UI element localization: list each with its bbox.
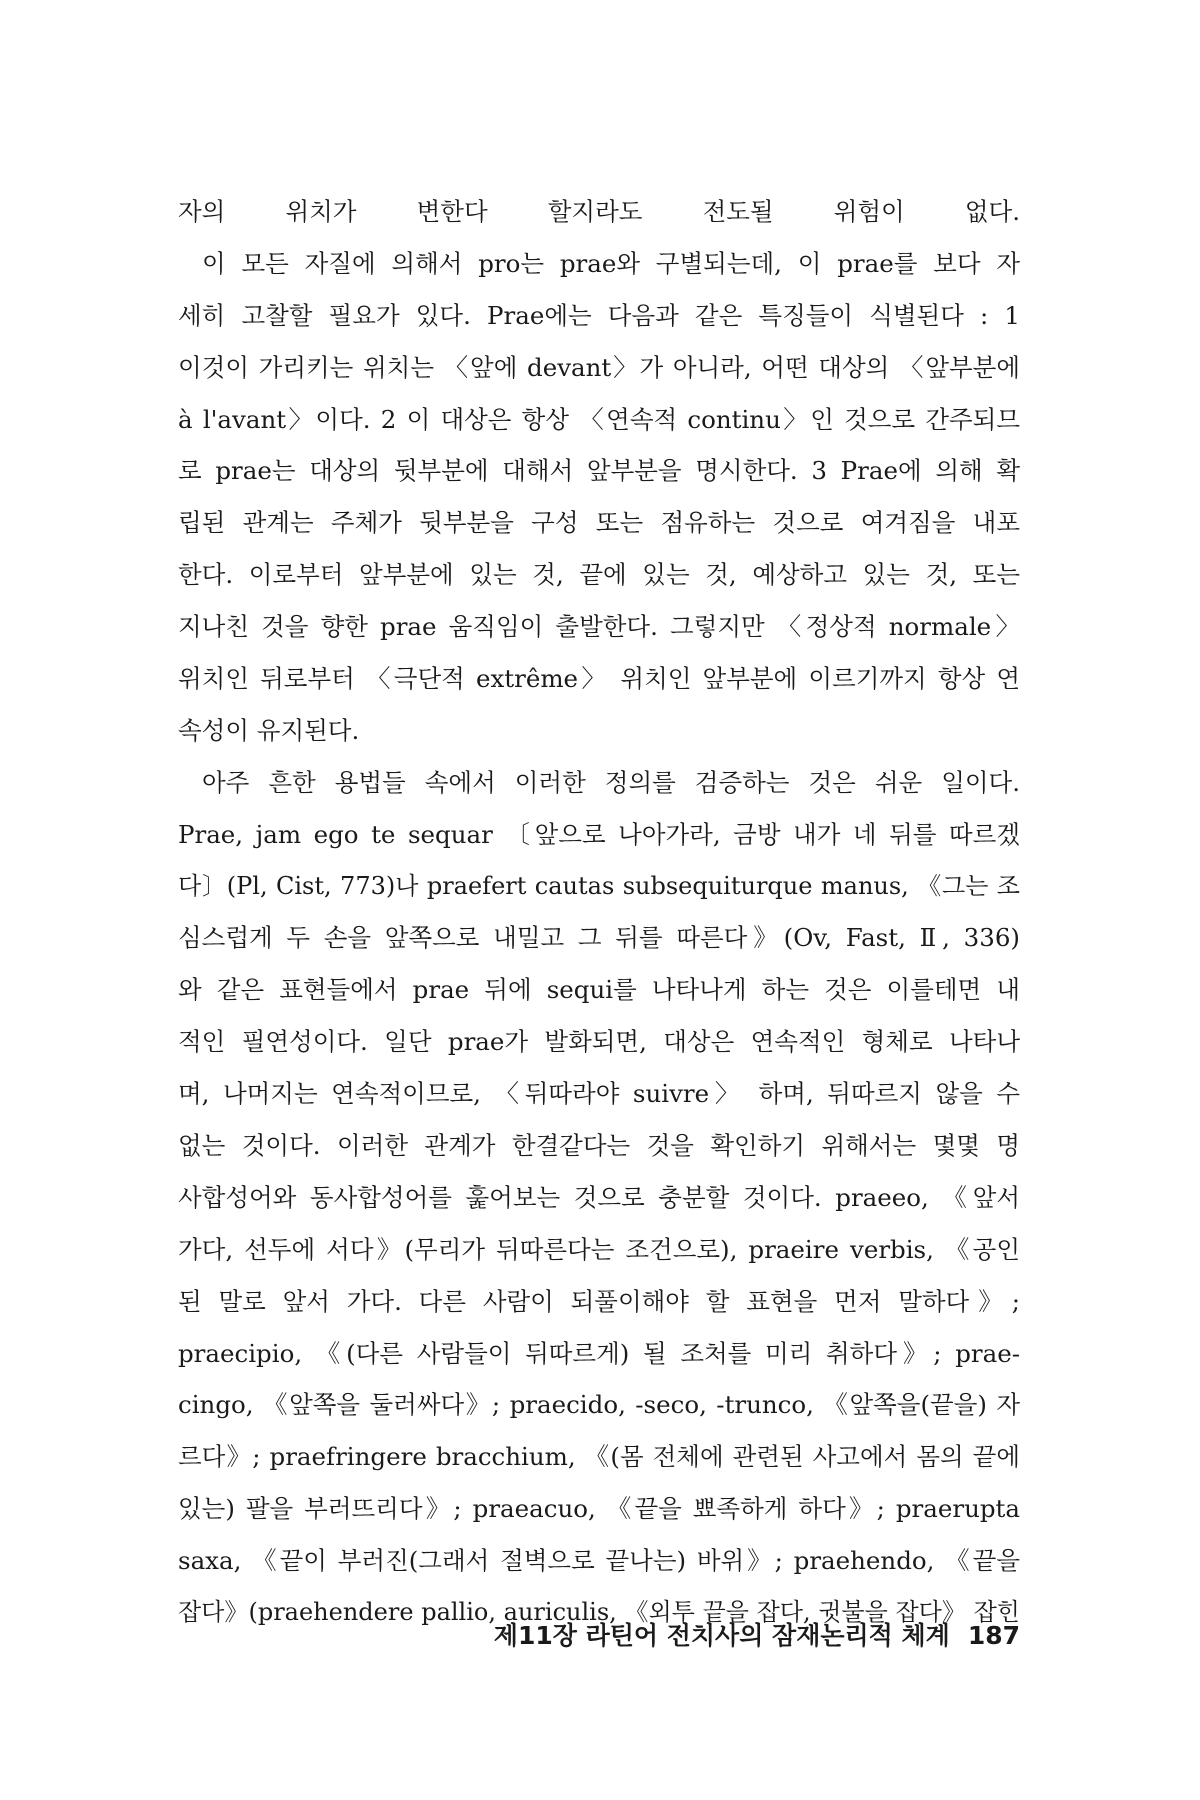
text-line: 와 같은 표현들에서 prae 뒤에 sequi를 나타나게 하는 것은 이를테면 내: [178, 975, 1020, 1005]
text-line: à l'avant〉이다. 2 이 대상은 항상 〈연속적 continu〉인 것으로 간주되므: [178, 404, 1020, 434]
text-line: 속성이 유지된다.: [178, 715, 360, 745]
text-line: 지나친 것을 향한 prae 움직임이 출발한다. 그렇지만 〈정상적 normale〉: [178, 612, 1020, 642]
text-line: 위치인 뒤로부터 〈극단적 extrême〉 위치인 앞부분에 이르기까지 항상 연: [178, 664, 1020, 694]
text-line: 된 말로 앞서 가다. 다른 사람이 되풀이해야 할 표현을 먼저 말하다》;: [178, 1286, 1020, 1316]
text-line: 세히 고찰할 필요가 있다. Prae에는 다음과 같은 특징들이 식별된다 : 1: [178, 300, 1020, 330]
text-line: 한다. 이로부터 앞부분에 있는 것, 끝에 있는 것, 예상하고 있는 것, 또는: [178, 560, 1020, 590]
text-line: 립된 관계는 주체가 뒷부분을 구성 또는 점유하는 것으로 여겨짐을 내포: [178, 508, 1020, 538]
text-line: 다〕(Pl, Cist, 773)나 praefert cautas subsequiturque manus, 《그는 조: [178, 871, 1020, 900]
running-footer: [440, 1616, 1020, 1656]
text-line: 자의 위치가 변한다 할지라도 전도될 위험이 없다.: [178, 197, 1020, 226]
text-line: 로 prae는 대상의 뒷부분에 대해서 앞부분을 명시한다. 3 Prae에 의해 확: [178, 456, 1020, 486]
chapter-title: 제11장 라틴어 전치사의 잠재논리적 체계: [493, 1621, 950, 1650]
text-line: 잡다》(praehendere pallio, auriculis, 《외투 끝을 잡다, 귓불을 잡다》 잡힌: [178, 1598, 1020, 1627]
text-line: 없는 것이다. 이러한 관계가 한결같다는 것을 확인하기 위해서는 몇몇 명: [178, 1131, 1020, 1161]
text-line: 적인 필연성이다. 일단 prae가 발화되면, 대상은 연속적인 형체로 나타나: [178, 1027, 1020, 1057]
text-line: 며, 나머지는 연속적이므로, 〈뒤따라야 suivre〉 하며, 뒤따르지 않을 수: [178, 1079, 1020, 1109]
body-text: [178, 186, 1020, 1639]
text-line: 사합성어와 동사합성어를 훑어보는 것으로 충분할 것이다. praeeo, 《앞서: [178, 1182, 1020, 1212]
text-line: Prae, jam ego te sequar 〔앞으로 나아가라, 금방 내가 네 뒤를 따르겠: [178, 819, 1020, 849]
text-line: cingo, 《앞쪽을 둘러싸다》; praecido, -seco, -trunco, 《앞쪽을(끝을) 자: [178, 1390, 1020, 1420]
text-line: 이 모든 자질에 의해서 pro는 prae와 구별되는데, 이 prae를 보다 자: [202, 248, 1020, 278]
text-line: 있는) 팔을 부러뜨리다》; praeacuo, 《끝을 뾰족하게 하다》; praerupta: [178, 1494, 1020, 1524]
text-line: saxa, 《끝이 부러진(그래서 절벽으로 끝나는) 바위》; praehendo, 《끝을: [178, 1546, 1020, 1576]
text-line: 이것이 가리키는 위치는 〈앞에 devant〉가 아니라, 어떤 대상의 〈앞부분에: [178, 352, 1020, 382]
text-line: 심스럽게 두 손을 앞쪽으로 내밀고 그 뒤를 따른다》(Ov, Fast, Ⅱ, 336): [178, 923, 1020, 953]
page-number: 187: [967, 1621, 1020, 1650]
text-line: praecipio, 《(다른 사람들이 뒤따르게) 될 조처를 미리 취하다》; prae-: [178, 1338, 1020, 1368]
text-line: 아주 흔한 용법들 속에서 이러한 정의를 검증하는 것은 쉬운 일이다.: [202, 767, 1020, 797]
text-line: 르다》; praefringere bracchium, 《(몸 전체에 관련된 사고에서 몸의 끝에: [178, 1442, 1020, 1472]
text-line: 가다, 선두에 서다》(무리가 뒤따른다는 조건으로), praeire verbis, 《공인: [178, 1234, 1020, 1264]
